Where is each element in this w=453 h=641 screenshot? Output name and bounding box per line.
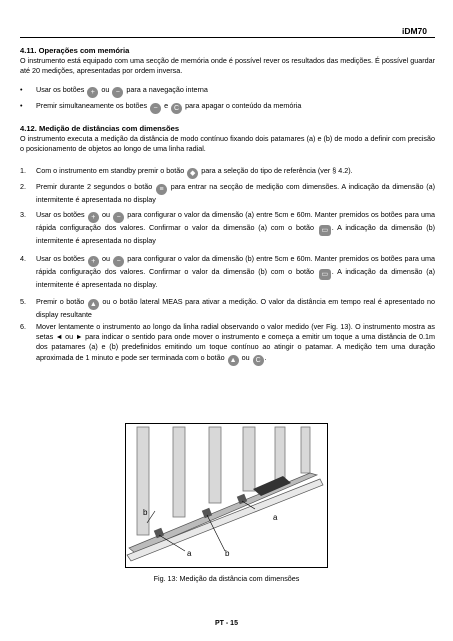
bullet-clear-memory: • Premir simultaneamente os botões − e C para apagar o conteúdo da memória <box>20 101 302 112</box>
step-2: 2. Premir durante 2 segundos o botão ≡ para entrar na secção de medição com dimensões. A indicação da dimensão (a) intermitente é apresentada no display <box>20 182 435 204</box>
confirm-button-icon: ▭ <box>319 269 331 280</box>
model-header: iDM70 <box>401 26 427 36</box>
confirm-button-icon: ▭ <box>319 225 331 236</box>
label-a-bottom: a <box>187 549 192 558</box>
section-4-12-title: 4.12. Medição de distâncias com dimensões <box>20 124 180 133</box>
step-5: 5. Premir o botão ▲ ou o botão lateral MEAS para ativar a medição. O valor da distância em tempo real é apresentado no display resultante <box>20 297 435 319</box>
clr-off-button-icon: C <box>253 355 264 366</box>
meas-button-icon: ▲ <box>88 299 99 310</box>
step-1: 1. Com o instrumento em standby premir o botão ◆ para a seleção do tipo de referência (ver § 4.2). <box>20 166 353 177</box>
plus-button-icon: + <box>88 256 99 267</box>
section-4-11-title: 4.11. Operações com memória <box>20 46 130 55</box>
meas-button-icon: ▲ <box>228 355 239 366</box>
bullet-navigation: • Usar os botões + ou − para a navegação interna <box>20 85 208 96</box>
section-4-11-intro: O instrumento está equipado com uma secção de memória onde é possível rever os resultados das medições. É possível guardar até 20 medições, apresentadas por ordem inversa. <box>20 56 435 76</box>
label-b-bottom: b <box>225 549 230 558</box>
minus-button-icon: − <box>113 212 124 223</box>
step-3: 3. Usar os botões + ou − para configurar o valor da dimensão (a) entre 5cm e 60m. Manter premidos os botões para uma rápida configuração dos valores. Confirmar o valor da dimensão (a) com o botão ▭ . A indicação da dimensão (b) intermitente é apresentada no display <box>20 210 436 245</box>
reference-button-icon: ◆ <box>187 168 198 179</box>
header-rule <box>20 37 435 38</box>
minus-button-icon: − <box>113 256 124 267</box>
page-number: PT - 15 <box>215 620 238 627</box>
plus-button-icon: + <box>88 212 99 223</box>
section-4-12-intro: O instrumento executa a medição da distância de modo contínuo fixando dois patamares (a) e (b) de modo a definir com precisão o posicionamento de objetos ao longo de uma linha radial. <box>20 134 435 154</box>
step-6: 6. Mover lentamente o instrumento ao longo da linha radial observando o valor medido (ver Fig. 13). O instrumento mostra as setas ◄ ou ► para indicar o sentido para onde mover o instrumento e começa a emitir um toque a uma distância de 0.1m dos patamares (a) e (b) predefinidos emitindo um toque contínuo ao atingir o patamar. A medição tem uma duração aproximada de 1 minuto e pode ser terminada com o botão ▲ ou C . <box>20 322 435 364</box>
plus-button-icon: + <box>87 87 98 98</box>
function-button-icon: ≡ <box>156 184 167 195</box>
minus-button-icon: − <box>112 87 123 98</box>
label-b-left: b <box>143 508 148 517</box>
step-4: 4. Usar os botões + ou − para configurar o valor da dimensão (b) entre 5cm e 60m. Manter premidos os botões para uma rápida configuração dos valores. Confirmar o valor da dimensão (b) com o botão ▭ . A indicação da dimensão (a) intermitente é apresentada no display. <box>20 254 436 289</box>
figure-13-illustration <box>125 423 328 568</box>
clr-off-button-icon: C <box>171 103 182 114</box>
label-a-right: a <box>273 513 278 522</box>
figure-caption: Fig. 13: Medição da distância com dimensões <box>153 574 300 583</box>
minus-button-icon: − <box>150 103 161 114</box>
